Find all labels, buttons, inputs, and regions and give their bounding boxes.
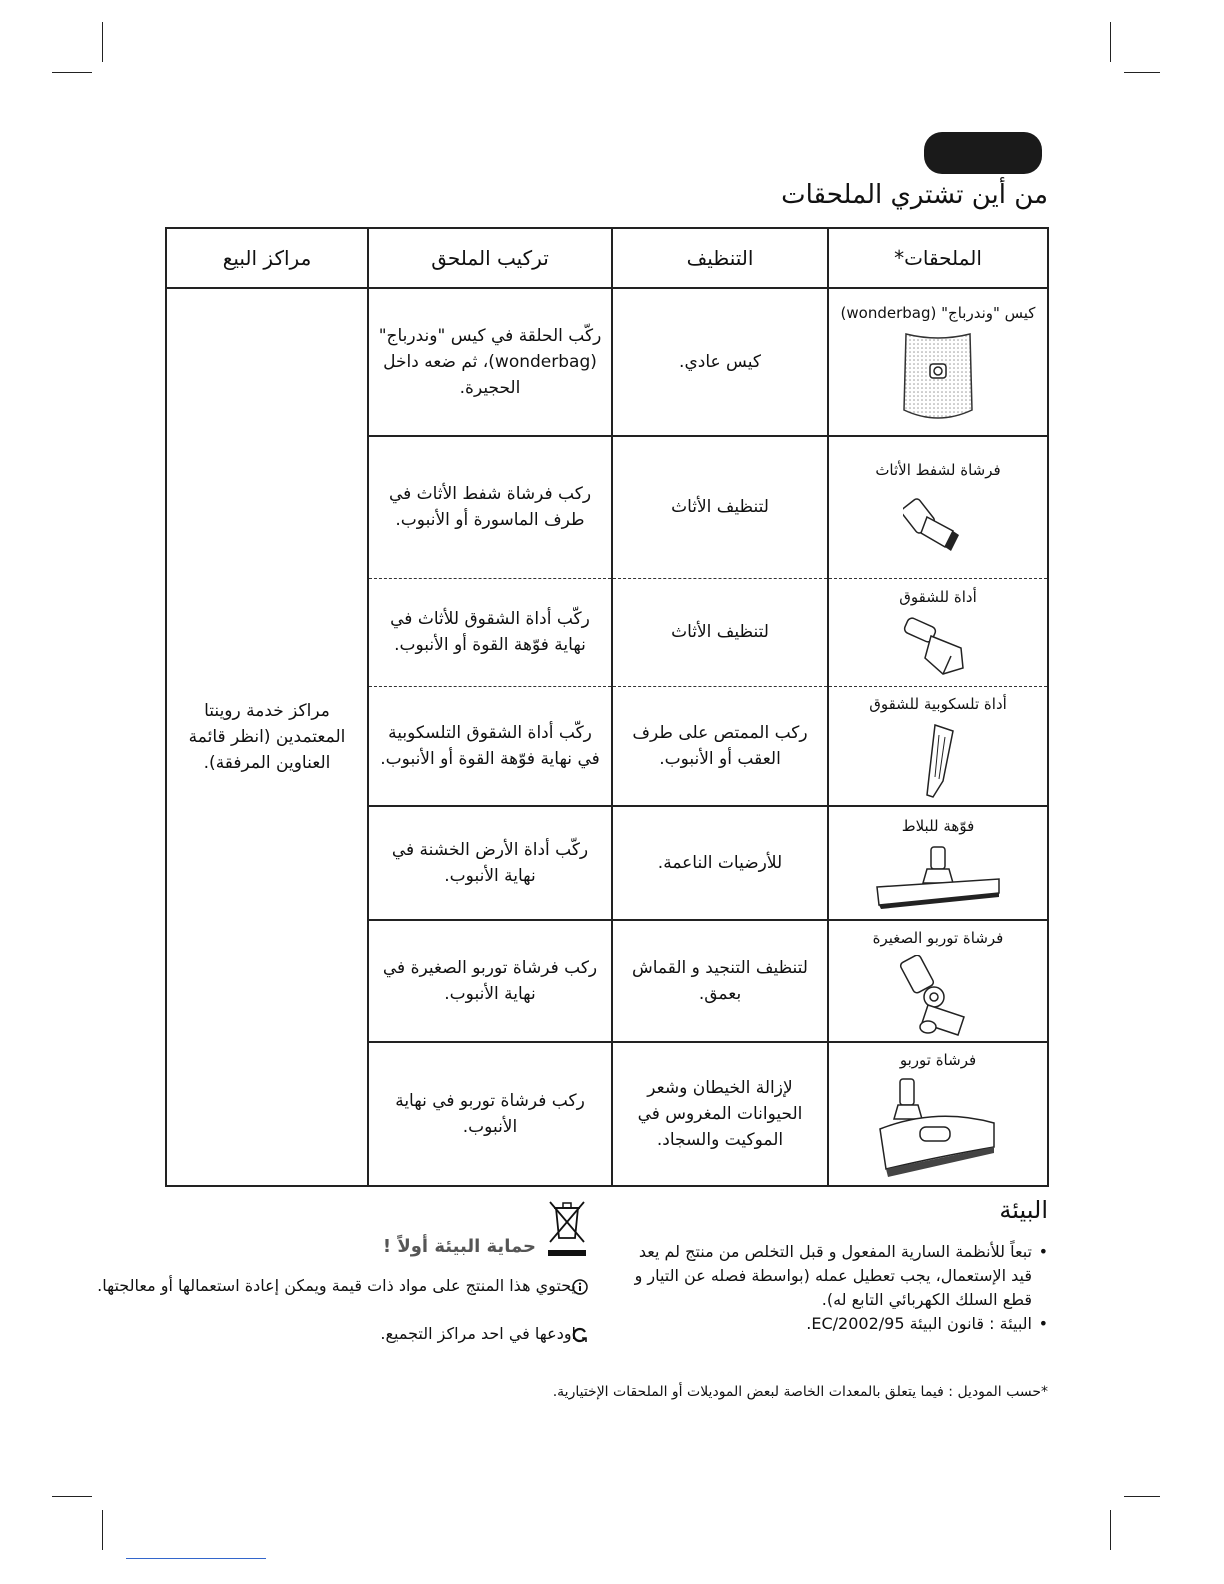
footnote: *حسب الموديل : فيما يتعلق بالمعدات الخاصة لبعض الموديلات أو الملحقات الإختيارية. <box>552 1384 1048 1400</box>
accessory-cell <box>828 686 1048 806</box>
header-sales: مراكز البيع <box>166 228 368 288</box>
dust-bag-icon <box>900 330 976 424</box>
header-accessory: الملحقات* <box>828 228 1048 288</box>
environment-item: • البيئة : قانون البيئة 2002/95/EC. <box>618 1312 1048 1336</box>
crossed-bin-icon <box>546 1198 588 1244</box>
crop-mark <box>1110 1510 1111 1550</box>
fitting-cell: ركّب أداة الشقوق التلسكوبية في نهاية فوّهة القوة أو الأنبوب. <box>368 686 612 806</box>
fitting-cell: ركّب أداة الشقوق للأثاث في نهاية فوّهة القوة أو الأنبوب. <box>368 578 612 686</box>
accessory-name: كيس "وندرباج" (wonderbag) <box>840 304 1036 322</box>
cleaning-cell: ركب الممتص على طرف العقب أو الأنبوب. <box>612 686 828 806</box>
crop-mark <box>1110 22 1111 62</box>
cleaning-cell: كيس عادي. <box>612 288 828 436</box>
protection-text: يحتوي هذا المنتج على مواد ذات قيمة ويمكن إعادة استعمالها أو معالجتها. <box>97 1276 576 1295</box>
environment-item: • تبعاً للأنظمة السارية المفعول و قبل التخلص من منتج لم يعد قيد الإستعمال، يجب تعطيل عمله (بواسطة فصله عن التيار و قطع السلك الكهربائي التابع له). <box>618 1240 1048 1312</box>
turbo-brush-icon <box>876 1077 1000 1181</box>
table-header-row <box>166 228 1048 288</box>
fitting-cell: ركب فرشاة شفط الأثاث في طرف الماسورة أو الأنبوب. <box>368 436 612 578</box>
fitting-cell: ركّب أداة الأرض الخشنة في نهاية الأنبوب. <box>368 806 612 920</box>
mini-turbo-brush-icon <box>898 955 978 1037</box>
cleaning-cell: لتنظيف التنجيد و القماش بعمق. <box>612 920 828 1042</box>
cleaning-cell: لإزالة الخيطان وشعر الحيوانات المغروس في الموكيت والسجاد. <box>612 1042 828 1186</box>
accessory-cell <box>828 806 1048 920</box>
sales-centers-cell: مراكز خدمة روينتا المعتمدين (انظر قائمة العناوين المرفقة). <box>166 288 368 1186</box>
accessory-cell <box>828 920 1048 1042</box>
accessories-table <box>165 227 1049 1187</box>
fitting-cell: ركّب الحلقة في كيس "وندرباج" (wonderbag)، ثم ضعه داخل الحجيرة. <box>368 288 612 436</box>
language-tab <box>924 132 1042 174</box>
accessory-cell <box>828 578 1048 686</box>
accessory-name: فوّهة للبلاط <box>901 816 975 835</box>
accessory-name: أداة للشقوق <box>899 588 977 606</box>
accessory-name: فرشاة لشفط الأثاث <box>875 461 1001 480</box>
crop-mark <box>52 1496 92 1497</box>
floor-nozzle-icon <box>873 843 1003 913</box>
fitting-cell: ركب فرشاة توربو الصغيرة في نهاية الأنبوب. <box>368 920 612 1042</box>
accessory-cell <box>828 288 1048 436</box>
divider-bar <box>548 1250 586 1256</box>
crop-mark <box>102 1510 103 1550</box>
accessory-name: فرشاة توربو الصغيرة <box>872 928 1004 947</box>
crop-mark <box>102 22 103 62</box>
environment-list <box>618 1240 1048 1336</box>
header-fitting: تركيب الملحق <box>368 228 612 288</box>
crop-mark <box>1124 72 1160 73</box>
environment-title: البيئة <box>999 1196 1048 1224</box>
cleaning-cell: لتنظيف الأثاث <box>612 436 828 578</box>
telescopic-crevice-tool-icon <box>913 721 963 801</box>
page-title: من أين تشتري الملحقات <box>781 180 1048 210</box>
accessory-name: أداة تلسكوبية للشقوق <box>869 694 1007 713</box>
cleaning-cell: لتنظيف الأثاث <box>612 578 828 686</box>
protection-title: حماية البيئة أولاً ! <box>382 1236 536 1257</box>
crevice-tool-icon <box>903 614 973 680</box>
bottom-rule <box>126 1558 266 1559</box>
crop-mark <box>1124 1496 1160 1497</box>
header-cleaning: التنظيف <box>612 228 828 288</box>
accessory-cell <box>828 1042 1048 1186</box>
accessory-cell <box>828 436 1048 578</box>
fitting-cell: ركب فرشاة توربو في نهاية الأنبوب. <box>368 1042 612 1186</box>
accessory-name: فرشاة توربو <box>899 1050 977 1069</box>
collection-text: اودعها في احد مراكز التجميع. <box>380 1324 576 1343</box>
upholstery-brush-icon <box>903 487 973 557</box>
cleaning-cell: للأرضيات الناعمة. <box>612 806 828 920</box>
table-row <box>166 288 1048 436</box>
crop-mark <box>52 72 92 73</box>
